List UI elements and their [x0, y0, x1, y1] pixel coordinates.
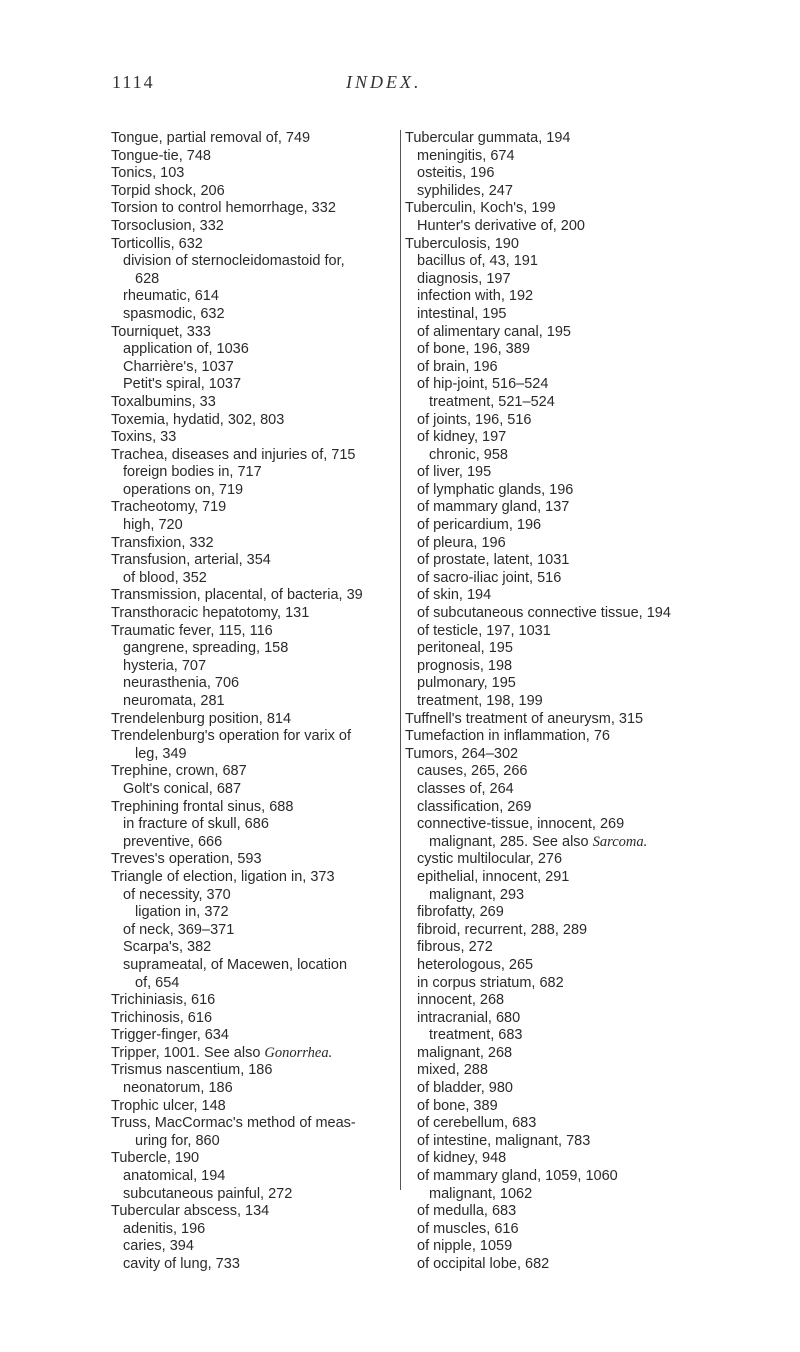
index-subentry — [405, 341, 705, 359]
entry-text: of kidney, 948 — [417, 1150, 507, 1167]
index-entry — [111, 1045, 398, 1063]
entry-text: of lymphatic glands, 196 — [417, 481, 574, 498]
index-subentry — [405, 869, 705, 887]
entry-text: malignant, 293 — [429, 886, 525, 903]
index-subentry — [405, 482, 705, 500]
index-subentry — [405, 288, 705, 306]
entry-text: high, 720 — [123, 517, 183, 534]
index-subentry — [405, 1168, 705, 1186]
entry-text: prognosis, 198 — [417, 657, 513, 674]
entry-text: Trophic ulcer, 148 — [111, 1097, 226, 1114]
index-subentry — [111, 1186, 398, 1204]
index-entry — [405, 746, 705, 764]
entry-text: causes, 265, 266 — [417, 763, 528, 780]
index-subentry — [405, 675, 705, 693]
index-subentry — [405, 1045, 705, 1063]
index-entry — [111, 165, 398, 183]
entry-text: bacillus of, 43, 191 — [417, 253, 538, 270]
index-subentry — [111, 1221, 398, 1239]
entry-text: treatment, 521–524 — [429, 393, 555, 410]
entry-text: Treves's operation, 593 — [111, 851, 262, 868]
index-subentry — [111, 904, 398, 922]
entry-text: Tonics, 103 — [111, 165, 185, 182]
entry-text: Transfusion, arterial, 354 — [111, 552, 271, 569]
entry-text: malignant, 285. See also — [429, 833, 593, 850]
entry-text: Tongue-tie, 748 — [111, 147, 211, 164]
entry-text: classes of, 264 — [417, 780, 514, 797]
entry-text: ligation in, 372 — [135, 904, 229, 921]
entry-text: preventive, 666 — [123, 833, 223, 850]
index-entry — [111, 587, 398, 605]
index-subentry — [405, 447, 705, 465]
entry-text: Tongue, partial removal of, 749 — [111, 130, 311, 146]
index-entry — [111, 623, 398, 641]
entry-text: Triangle of election, ligation in, 373 — [111, 868, 335, 885]
index-subentry — [111, 1256, 398, 1274]
index-subentry — [111, 288, 398, 306]
index-subentry — [405, 1027, 705, 1045]
index-entry — [111, 605, 398, 623]
entry-text: of neck, 369–371 — [123, 921, 235, 938]
index-entry — [111, 412, 398, 430]
entry-text: Toxins, 33 — [111, 429, 177, 446]
index-subentry — [405, 1098, 705, 1116]
entry-text: of subcutaneous connective tissue, 194 — [417, 605, 671, 622]
entry-text: Torpid shock, 206 — [111, 182, 225, 199]
entry-text: Scarpa's, 382 — [123, 939, 212, 956]
cross-reference: Sarcoma. — [592, 833, 648, 850]
entry-text: Trichiniasis, 616 — [111, 992, 216, 1009]
index-subentry — [405, 887, 705, 905]
index-subentry — [405, 1150, 705, 1168]
index-entry — [111, 218, 398, 236]
index-subentry — [405, 376, 705, 394]
index-subentry — [405, 939, 705, 957]
index-subentry — [405, 816, 705, 834]
index-subentry — [405, 623, 705, 641]
entry-text: of muscles, 616 — [417, 1220, 519, 1237]
index-subentry — [111, 1080, 398, 1098]
entry-text: osteitis, 196 — [417, 165, 495, 182]
index-subentry — [111, 816, 398, 834]
entry-text: Tubercular abscess, 134 — [111, 1203, 270, 1220]
entry-text: cystic multilocular, 276 — [417, 851, 563, 868]
entry-text: of bladder, 980 — [417, 1080, 513, 1097]
index-entry — [111, 429, 398, 447]
index-entry — [111, 1098, 398, 1116]
index-entry — [111, 763, 398, 781]
entry-text: of medulla, 683 — [417, 1203, 517, 1220]
index-subentry — [405, 992, 705, 1010]
entry-text: of occipital lobe, 682 — [417, 1256, 550, 1272]
index-subentry — [111, 975, 398, 993]
index-entry — [111, 148, 398, 166]
entry-text: Tourniquet, 333 — [111, 323, 211, 340]
entry-text: Torticollis, 632 — [111, 235, 203, 252]
entry-text: of necessity, 370 — [123, 886, 231, 903]
entry-text: neuromata, 281 — [123, 693, 225, 709]
entry-text: Petit's spiral, 1037 — [123, 376, 242, 393]
index-entry — [111, 1150, 398, 1168]
index-subentry — [405, 306, 705, 324]
entry-text: heterologous, 265 — [417, 956, 534, 973]
index-subentry — [405, 1080, 705, 1098]
index-subentry — [111, 781, 398, 799]
index-subentry — [111, 640, 398, 658]
index-entry — [405, 236, 705, 254]
index-entry — [111, 869, 398, 887]
index-entry — [405, 130, 705, 148]
index-subentry — [405, 324, 705, 342]
page-header — [0, 72, 800, 98]
index-subentry — [405, 975, 705, 993]
index-entry — [111, 728, 398, 746]
index-entry — [111, 1027, 398, 1045]
entry-text: of skin, 194 — [417, 587, 492, 604]
index-subentry — [111, 464, 398, 482]
entry-text: Tumors, 264–302 — [405, 745, 519, 762]
index-subentry — [111, 482, 398, 500]
index-entry — [111, 236, 398, 254]
entry-text: Toxemia, hydatid, 302, 803 — [111, 411, 285, 428]
index-entry — [111, 851, 398, 869]
entry-text: malignant, 268 — [417, 1044, 513, 1061]
index-subentry — [405, 1062, 705, 1080]
entry-text: caries, 394 — [123, 1238, 194, 1255]
index-subentry — [405, 412, 705, 430]
entry-text: Trephine, crown, 687 — [111, 763, 247, 780]
index-subentry — [111, 939, 398, 957]
index-subentry — [405, 605, 705, 623]
entry-text: malignant, 1062 — [429, 1185, 533, 1202]
index-subentry — [405, 693, 705, 711]
entry-text: adenitis, 196 — [123, 1220, 206, 1237]
entry-text: spasmodic, 632 — [123, 305, 225, 322]
index-subentry — [405, 165, 705, 183]
index-subentry — [111, 1168, 398, 1186]
entry-text: suprameatal, of Macewen, location — [123, 956, 348, 973]
entry-text: Trismus nascentium, 186 — [111, 1062, 273, 1079]
entry-text: chronic, 958 — [429, 446, 508, 463]
entry-text: Transmission, placental, of bacteria, 39 — [111, 587, 363, 604]
entry-text: of intestine, malignant, 783 — [417, 1132, 591, 1149]
entry-text: pulmonary, 195 — [417, 675, 516, 692]
entry-text: division of sternocleidomastoid for, — [123, 253, 345, 270]
entry-text: neurasthenia, 706 — [123, 675, 240, 692]
index-subentry — [111, 341, 398, 359]
entry-text: of cerebellum, 683 — [417, 1115, 537, 1132]
index-entry — [405, 200, 705, 218]
entry-text: innocent, 268 — [417, 992, 505, 1009]
entry-text: of joints, 196, 516 — [417, 411, 532, 428]
running-title: INDEX. — [346, 72, 422, 92]
entry-text: Charrière's, 1037 — [123, 358, 234, 375]
index-entry — [111, 1010, 398, 1028]
entry-text: Tubercle, 190 — [111, 1150, 200, 1167]
index-column-left — [111, 130, 398, 1274]
entry-text: Transthoracic hepatotomy, 131 — [111, 605, 310, 622]
index-entry — [111, 1062, 398, 1080]
index-subentry — [111, 922, 398, 940]
entry-text: of pericardium, 196 — [417, 517, 542, 534]
index-entry — [111, 799, 398, 817]
entry-text: of liver, 195 — [417, 464, 492, 481]
entry-text: of pleura, 196 — [417, 534, 506, 551]
entry-text: Transfixion, 332 — [111, 534, 214, 551]
entry-text: of blood, 352 — [123, 569, 207, 586]
entry-text: of bone, 196, 389 — [417, 341, 530, 358]
index-subentry — [405, 587, 705, 605]
index-subentry — [111, 376, 398, 394]
entry-text: Trigger-finger, 634 — [111, 1027, 229, 1044]
index-subentry — [405, 253, 705, 271]
entry-text: of brain, 196 — [417, 358, 498, 375]
cross-reference: Gonorrhea. — [264, 1044, 333, 1061]
index-subentry — [111, 675, 398, 693]
index-subentry — [405, 517, 705, 535]
entry-text: neonatorum, 186 — [123, 1080, 233, 1097]
entry-text: fibrofatty, 269 — [417, 904, 504, 921]
entry-text: mixed, 288 — [417, 1062, 488, 1079]
entry-text: Torsion to control hemorrhage, 332 — [111, 200, 336, 217]
index-entry — [111, 711, 398, 729]
entry-text: in corpus striatum, 682 — [417, 974, 564, 991]
index-subentry — [405, 1238, 705, 1256]
entry-text: rheumatic, 614 — [123, 288, 219, 305]
entry-text: Torsoclusion, 332 — [111, 217, 224, 234]
entry-text: hysteria, 707 — [123, 657, 207, 674]
index-subentry — [111, 1133, 398, 1151]
index-subentry — [405, 1203, 705, 1221]
index-subentry — [111, 1238, 398, 1256]
entry-text: Golt's conical, 687 — [123, 780, 242, 797]
entry-text: intracranial, 680 — [417, 1009, 521, 1026]
index-subentry — [405, 1133, 705, 1151]
index-entry — [111, 535, 398, 553]
entry-text: of hip-joint, 516–524 — [417, 376, 549, 393]
entry-text: treatment, 683 — [429, 1027, 523, 1044]
index-subentry — [405, 1221, 705, 1239]
entry-text: of bone, 389 — [417, 1097, 498, 1114]
index-entry — [111, 394, 398, 412]
entry-text: of kidney, 197 — [417, 429, 507, 446]
index-subentry — [111, 253, 398, 271]
index-subentry — [111, 517, 398, 535]
entry-text: Hunter's derivative of, 200 — [417, 217, 585, 234]
entry-text: of nipple, 1059 — [417, 1238, 513, 1255]
index-subentry — [405, 148, 705, 166]
entry-text: Trendelenburg position, 814 — [111, 710, 292, 727]
entry-text: Toxalbumins, 33 — [111, 393, 216, 410]
index-entry — [111, 130, 398, 148]
entry-text: classification, 269 — [417, 798, 532, 815]
entry-text: Tuberculin, Koch's, 199 — [405, 200, 556, 217]
entry-text: Trephining frontal sinus, 688 — [111, 798, 294, 815]
index-subentry — [405, 658, 705, 676]
index-entry — [111, 200, 398, 218]
entry-text: Tubercular gummata, 194 — [405, 130, 571, 146]
index-subentry — [405, 922, 705, 940]
entry-text: uring for, 860 — [135, 1132, 220, 1149]
index-subentry — [111, 834, 398, 852]
entry-text: peritoneal, 195 — [417, 640, 513, 657]
index-subentry — [111, 957, 398, 975]
index-subentry — [111, 693, 398, 711]
index-subentry — [111, 658, 398, 676]
index-subentry — [111, 271, 398, 289]
index-subentry — [405, 763, 705, 781]
index-entry — [111, 499, 398, 517]
index-subentry — [405, 183, 705, 201]
entry-text: Tuffnell's treatment of aneurysm, 315 — [405, 710, 644, 727]
index-subentry — [405, 394, 705, 412]
index-column-right — [400, 130, 705, 1272]
entry-text: of sacro-iliac joint, 516 — [417, 569, 562, 586]
index-subentry — [111, 306, 398, 324]
entry-text: of prostate, latent, 1031 — [417, 552, 570, 569]
entry-text: gangrene, spreading, 158 — [123, 640, 289, 657]
index-subentry — [405, 499, 705, 517]
index-entry — [111, 447, 398, 465]
entry-text: Trachea, diseases and injuries of, 715 — [111, 446, 356, 463]
entry-text: of alimentary canal, 195 — [417, 323, 571, 340]
index-subentry — [405, 640, 705, 658]
index-subentry — [111, 887, 398, 905]
index-entry — [111, 324, 398, 342]
index-subentry — [405, 271, 705, 289]
index-subentry — [405, 1010, 705, 1028]
entry-text: Tumefaction in inflammation, 76 — [405, 728, 610, 745]
entry-text: epithelial, innocent, 291 — [417, 868, 570, 885]
entry-text: meningitis, 674 — [417, 147, 515, 164]
entry-text: of testicle, 197, 1031 — [417, 622, 551, 639]
entry-text: subcutaneous painful, 272 — [123, 1185, 293, 1202]
index-subentry — [111, 570, 398, 588]
entry-text: cavity of lung, 733 — [123, 1256, 240, 1272]
entry-text: fibroid, recurrent, 288, 289 — [417, 921, 588, 938]
entry-text: operations on, 719 — [123, 481, 244, 498]
entry-text: of mammary gland, 137 — [417, 499, 570, 516]
index-subentry — [405, 535, 705, 553]
entry-text: connective-tissue, innocent, 269 — [417, 816, 625, 833]
index-subentry — [405, 957, 705, 975]
index-entry — [405, 711, 705, 729]
index-subentry — [405, 834, 705, 852]
index-subentry — [405, 429, 705, 447]
index-subentry — [405, 218, 705, 236]
entry-text: diagnosis, 197 — [417, 270, 511, 287]
entry-text: in fracture of skull, 686 — [123, 816, 269, 833]
page-number: 1114 — [112, 72, 155, 92]
entry-text: Tracheotomy, 719 — [111, 499, 227, 516]
index-entry — [111, 1203, 398, 1221]
entry-text: Trendelenburg's operation for varix of — [111, 728, 352, 745]
entry-text: 628 — [135, 270, 160, 287]
index-subentry — [111, 359, 398, 377]
entry-text: foreign bodies in, 717 — [123, 464, 262, 481]
entry-text: Tripper, 1001. See also — [111, 1044, 265, 1061]
index-subentry — [405, 851, 705, 869]
entry-text: of mammary gland, 1059, 1060 — [417, 1168, 618, 1185]
index-subentry — [405, 799, 705, 817]
entry-text: application of, 1036 — [123, 341, 249, 358]
entry-text: treatment, 198, 199 — [417, 693, 543, 709]
index-subentry — [405, 570, 705, 588]
index-subentry — [405, 1115, 705, 1133]
index-entry — [111, 992, 398, 1010]
entry-text: leg, 349 — [135, 745, 187, 762]
index-subentry — [405, 359, 705, 377]
entry-text: infection with, 192 — [417, 288, 534, 305]
entry-text: anatomical, 194 — [123, 1168, 226, 1185]
entry-text: Traumatic fever, 115, 116 — [111, 622, 273, 639]
entry-text: of, 654 — [135, 974, 180, 991]
entry-text: syphilides, 247 — [417, 182, 513, 199]
entry-text: intestinal, 195 — [417, 305, 507, 322]
index-subentry — [405, 1186, 705, 1204]
index-subentry — [405, 552, 705, 570]
entry-text: fibrous, 272 — [417, 939, 493, 956]
index-subentry — [405, 904, 705, 922]
index-subentry — [405, 464, 705, 482]
entry-text: Tuberculosis, 190 — [405, 235, 519, 252]
index-subentry — [405, 1256, 705, 1274]
index-subentry — [111, 746, 398, 764]
index-entry — [405, 728, 705, 746]
index-entry — [111, 552, 398, 570]
entry-text: Trichinosis, 616 — [111, 1009, 213, 1026]
index-entry — [111, 183, 398, 201]
entry-text: Truss, MacCormac's method of meas- — [111, 1115, 356, 1132]
index-subentry — [405, 781, 705, 799]
index-entry — [111, 1115, 398, 1133]
